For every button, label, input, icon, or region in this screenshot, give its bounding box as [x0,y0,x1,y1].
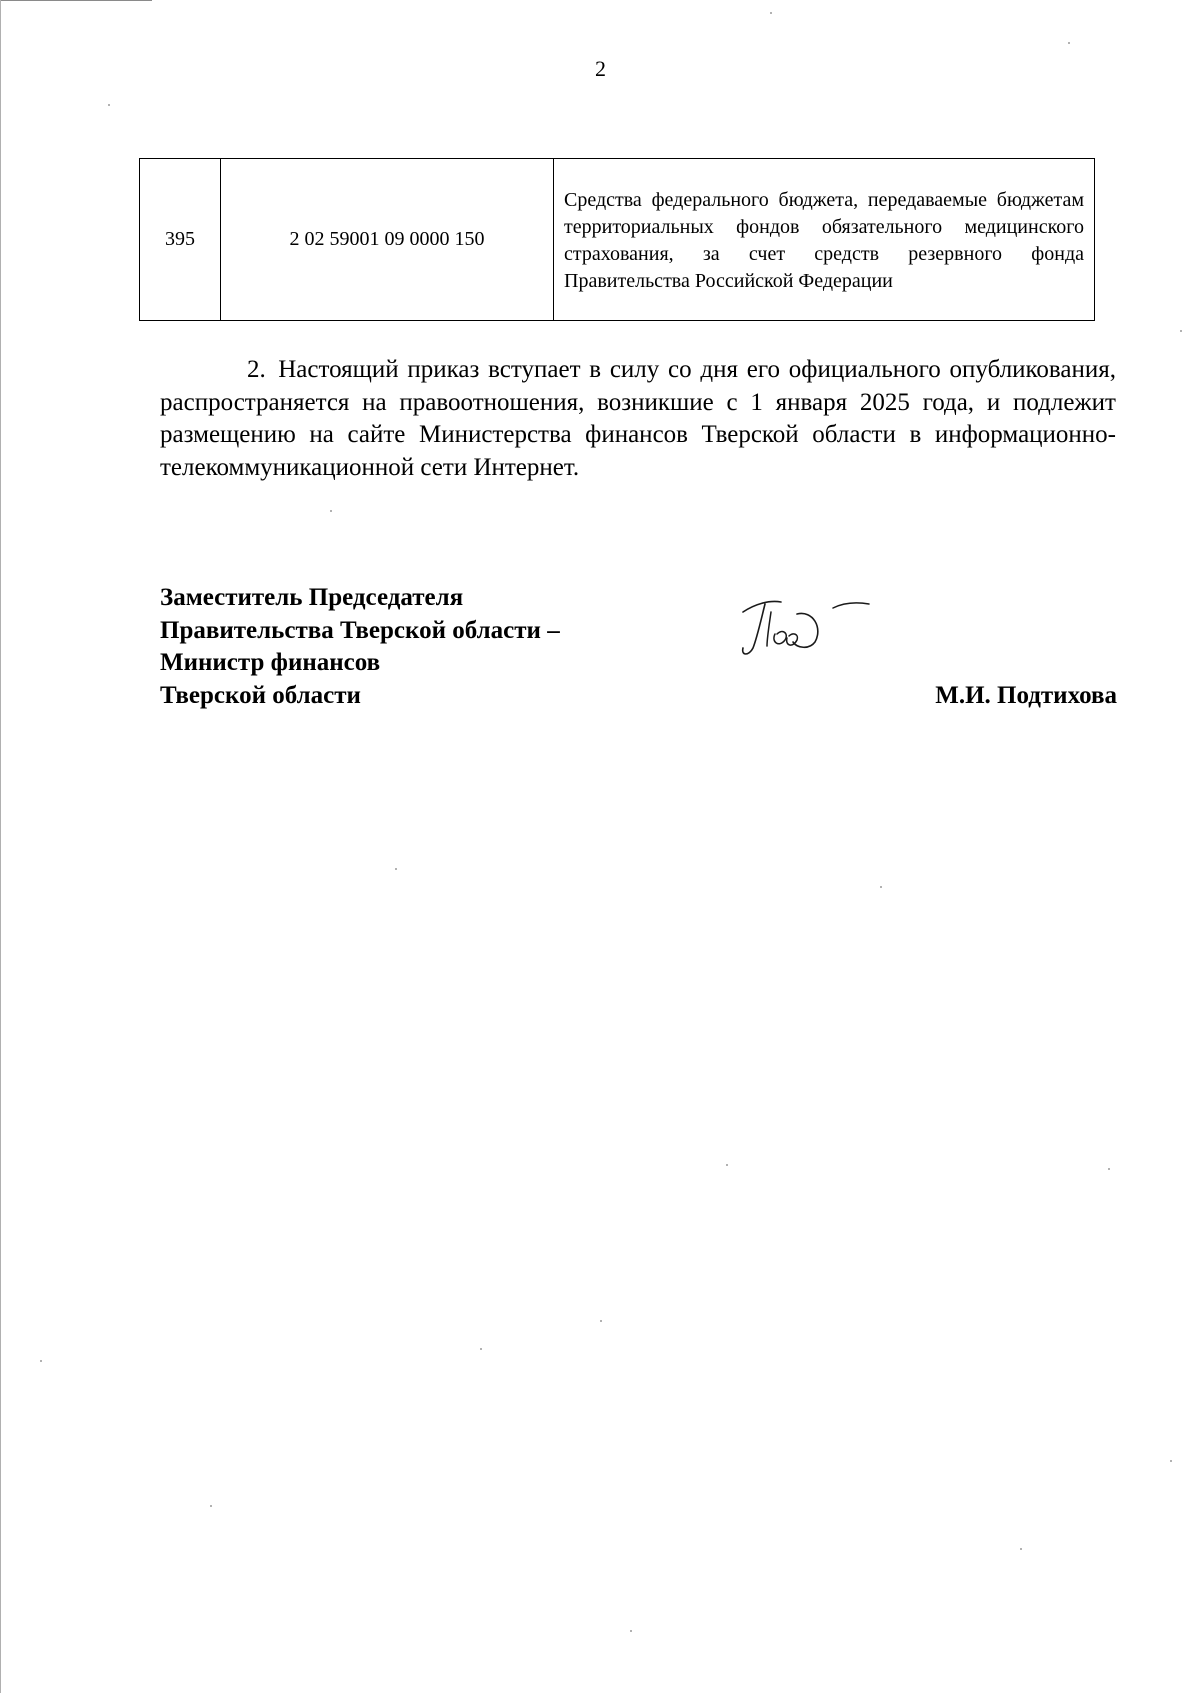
signatory-name: М.И. Подтихова [935,682,1117,709]
scan-speck [210,1505,212,1507]
scan-edge-left [0,0,1,1693]
scan-speck [1108,1168,1110,1170]
admin-code-cell: 395 [140,159,221,321]
scan-speck [600,1320,602,1322]
scan-speck [726,1164,728,1166]
signatory-position [160,582,640,712]
signatory-position-line: Министр финансов [160,649,381,676]
signatory-position-line: Заместитель Председателя [160,584,464,611]
signatory-position-line: Правительства Тверской области – [160,616,560,644]
scan-speck [1170,1460,1172,1462]
signatory-position-line: Тверской области [160,681,361,709]
scan-speck [40,1360,42,1362]
scan-speck [770,12,772,14]
scan-speck [1180,330,1182,332]
scan-speck [1068,42,1070,44]
income-name-cell: Средства федерального бюджета, передаваемые бюджетам территориальных фондов обязательного медицинского страхования, за счет средств резервного фонда Правительства Российской Федерации [554,159,1095,321]
budget-codes-table [139,158,1095,321]
scan-speck [108,104,110,106]
scan-speck [630,1630,632,1632]
scan-speck [480,1348,482,1350]
scan-speck [395,868,397,870]
scan-speck [1020,1548,1022,1550]
scan-speck [880,886,882,888]
handwritten-signature [735,590,895,670]
table-row [140,159,1095,321]
budget-code-cell: 2 02 59001 09 0000 150 [221,159,554,321]
page-number: 2 [595,56,606,81]
scan-speck [330,510,332,512]
effective-date-paragraph: 2. Настоящий приказ вступает в силу со дня его официального опубликования, распространяется на правоотношения, возникшие с 1 января 2025 года, и подлежит размещению на сайте Министерства финансов Тверской области в информационно-телекоммуникационной сети Интернет. [160,356,1116,481]
scan-edge-top [0,0,152,1]
